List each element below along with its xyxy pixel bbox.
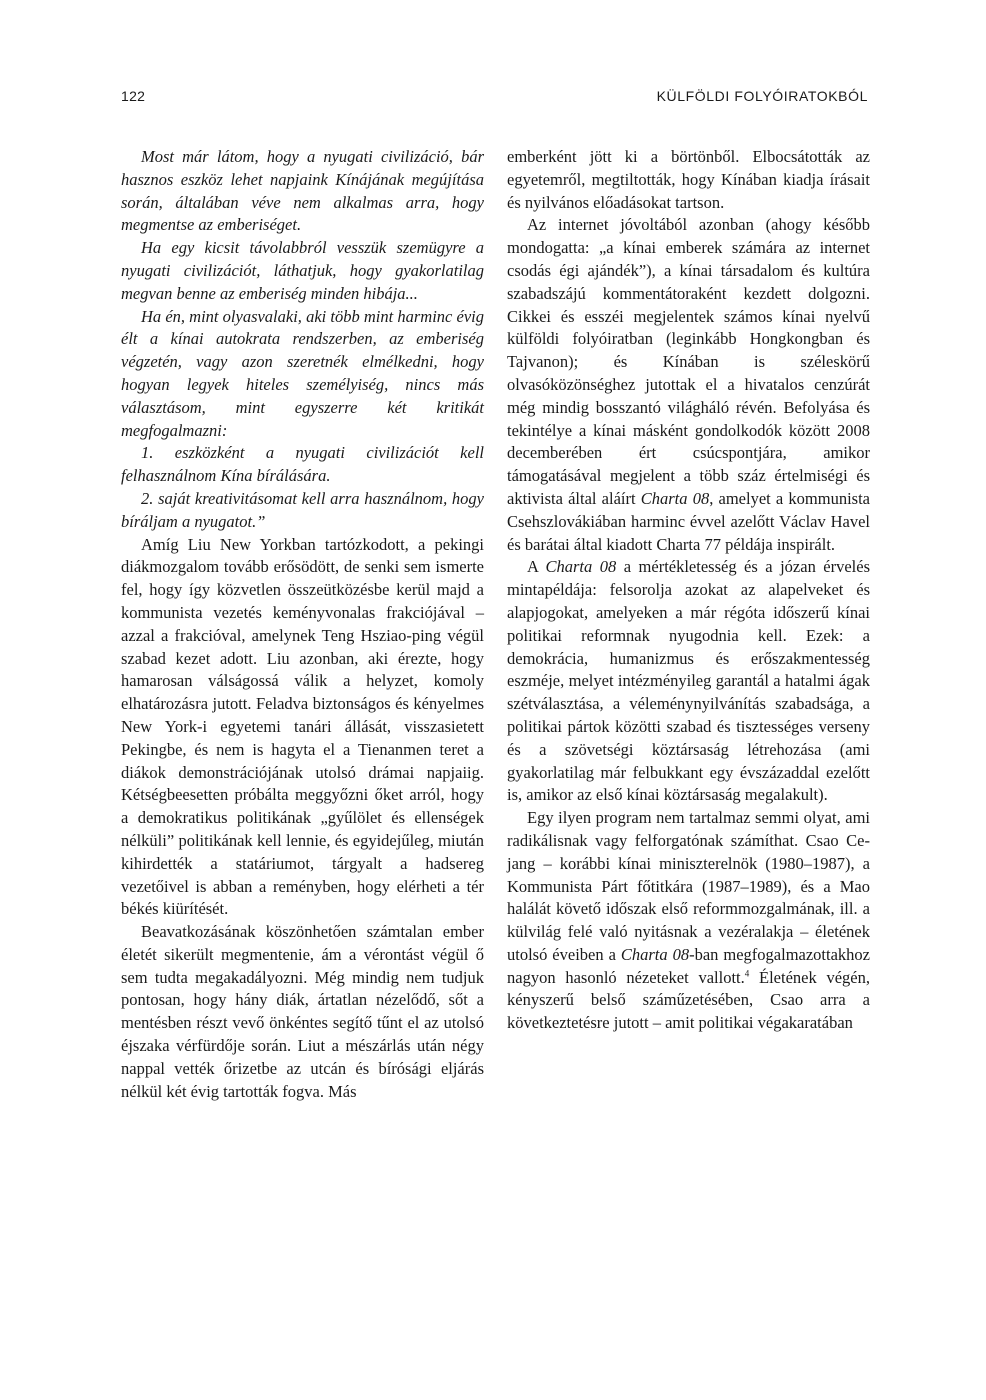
running-header: KÜLFÖLDI FOLYÓIRATOKBÓL [656, 88, 868, 104]
quote-paragraph: Most már látom, hogy a nyugati civilizáció, bár hasznos eszköz lehet napjaink Kínájának megújítása során, általában véve nem alkalmas arra, hogy megmentse az emberiséget. [121, 147, 484, 235]
body-paragraph [507, 556, 870, 807]
paragraph-text: Életének végén, kényszerű belső száműzetésében, Csao arra a következtetésre jutott – amit politikai végakaratában [507, 967, 870, 1033]
right-column [507, 146, 870, 1035]
charta-reference: Charta 08 [620, 944, 690, 964]
paragraph-text: Az internet jóvoltából azonban (ahogy később mondogatta: „a kínai emberek számára az internet csodás égi ajándék”), a kínai társadalom és kultúra szabadszájú kommentátoraként kezdett dolgozni. Cikkei és esszéi megjelentek számos kínai nyelvű külföldi folyóiratban (leginkább Hongkongban és Tajvanon); és Kínában is széleskörű olvasóközönséghez jutottak el a hivatalos cenzúrát még mindig bosszantó világháló révén. Befolyása és tekintélye a kínai másként gondolkodók között 2008 decemberében ért csúcspontjára, amikor támogatásával megjelent a több száz értelmiségi és aktivista által aláírt [507, 215, 870, 508]
paragraph-text: A [527, 557, 539, 577]
charta-reference: Charta 08 [545, 557, 617, 577]
paragraph-text: Egy ilyen program nem tartalmaz semmi olyat, ami radikálisnak vagy felforgatónak számíthat. Csao Ce-jang – korábbi kínai miniszterelnök (1980–1987), a Kommunista Párt főtitkára (1987–1989), és a Mao halálát követő időszak első reformmozgalmának, ill. a külvilág felé való nyitásnak a vezéralakja – életének utolsó éveiben a [507, 808, 870, 964]
body-paragraph [507, 807, 870, 1035]
page-number: 122 [121, 88, 146, 104]
quote-paragraph: Ha én, mint olyasvalaki, aki több mint harminc évig élt a kínai autokrata rendszerben, az emberiség végzetén, vagy azon szeretnék elmélkedni, hogy hogyan legyek hiteles személyiség, nincs más választásom, mint egyszerre két kritikát megfogalmazni: [121, 306, 484, 440]
body-paragraph: Amíg Liu New Yorkban tartózkodott, a pekingi diákmozgalom tovább erősödött, de senki sem ismerte fel, hogy így közvetlen összeütközésbe kerül majd a kommunista vezetés keményvonalas frakciójával – azzal a frakcióval, amelynek Teng Hsziao-ping végül szabad kezet adott. Liu azonban, aki érezte, hogy hamarosan válságossá válik a helyzet, komoly elhatározásra jutott. Feladva biztonságos és kényelmes New York-i egyetemi tanári állását, visszasietett Pekingbe, és nem is hagyta el a Tienanmen teret a diákok demonstrációjának utolsó drámai napjaiig. Kétségbeesetten próbálta meggyőzni őket arról, hogy a demokratikus politikának „gyűlölet és ellenségek nélküli” politikának kell lennie, és egyidejűleg, miután kihirdették a statáriumot, tárgyalt a hadsereg vezetőivel is abban a reményben, hogy elérheti a tér békés kiürítését. [121, 534, 484, 919]
paragraph-text: a mértékletesség és a józan érvelés mintapéldája: felsorolja azokat az alapelveket és alapjogokat, amelyeken a már régóta időszerű kínai politikai reformnak nyugodnia kell. Ezek: a demokrácia, humanizmus és erőszakmentesség eszméje, melyet intézményileg garantál a hatalmi ágak szétválasztása, a véleménynyilvánítás szabadsága, a politikai pártok közötti szabad és tisztességes verseny és a szövetségi köztársaság létrehozása (ami gyakorlatilag már felbukkant egy évszázaddal ezelőtt is, amikor az első kínai köztársaság megalakult). [507, 557, 871, 805]
paragraph-text: , amelyet a kommunista Csehszlovákiában harminc évvel azelőtt Václav Havel és barátai által kiadott Charta 77 példája inspirált. [507, 488, 870, 554]
paragraph-text: -ban megfogalmazottakhoz nagyon hasonló nézeteket vallott. [507, 944, 870, 987]
footnote-marker: 4 [744, 968, 750, 979]
quote-list-item: 2. saját kreativitásomat kell arra használnom, hogy bíráljam a nyugatot.” [121, 488, 484, 531]
quote-paragraph: Ha egy kicsit távolabbról vesszük szemügyre a nyugati civilizációt, láthatjuk, hogy gyakorlatilag megvan benne az emberiség minden hibája... [121, 238, 484, 303]
charta-reference: Charta 08 [640, 488, 710, 508]
body-paragraph-continued: emberként jött ki a börtönből. Elbocsátották az egyetemről, megtiltották, hogy Kínában kiadja írásait és nyilvános előadásokat tartson. [507, 147, 870, 212]
body-paragraph [507, 214, 870, 556]
quote-list-item: 1. eszközként a nyugati civilizációt kell felhasználnom Kína bírálására. [121, 443, 484, 486]
body-paragraph: Beavatkozásának köszönhetően számtalan ember életét sikerült megmentenie, ám a vérontást végül ő sem tudta megakadályozni. Még mindig nem tudjuk pontosan, hogy hány diák, ártatlan nézelődő, sőt a mentésben részt vevő önkéntes segítő tűnt el az utolsó éjszaka vérfürdője során. Liut a mészárlás után négy nappal vették őrizetbe az utcán és bírósági eljárás nélkül két évig tartották fogva. Más [121, 922, 484, 1101]
left-column [121, 146, 484, 1103]
